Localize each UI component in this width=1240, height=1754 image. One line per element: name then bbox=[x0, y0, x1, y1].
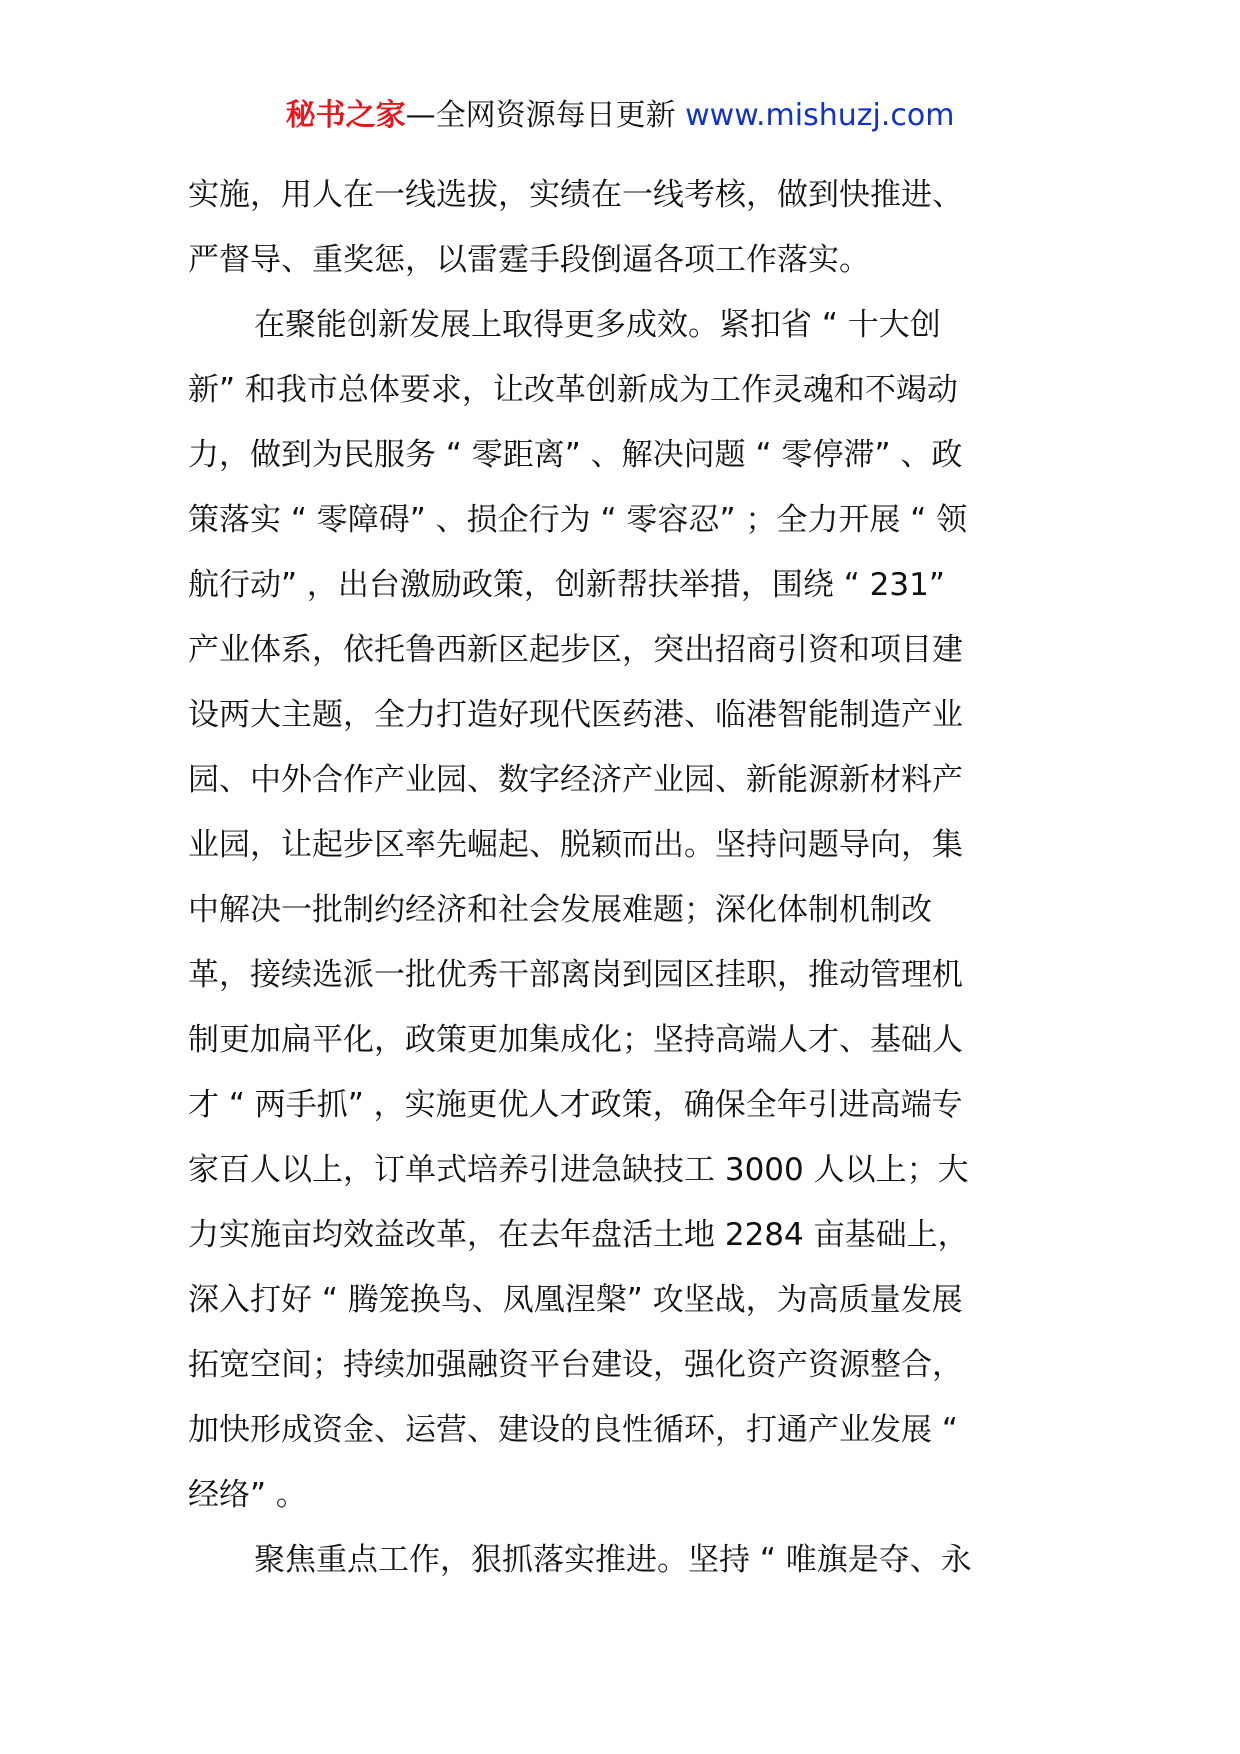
text-line: 加快形成资金、运营、建设的良性循环，打通产业发展 “ bbox=[188, 1412, 958, 1448]
document-body bbox=[188, 163, 1058, 1593]
text-line: 力实施亩均效益改革，在去年盘活土地 2284 亩基础上， bbox=[188, 1217, 969, 1253]
site-url-link[interactable]: www.mishuzj.com bbox=[685, 98, 955, 133]
text-line: 业园，让起步区率先崛起、脱颖而出。坚持问题导向，集 bbox=[188, 827, 963, 863]
text-line: 力，做到为民服务 “ 零距离” 、解决问题 “ 零停滞” 、政 bbox=[188, 437, 963, 473]
text-line: 家百人以上，订单式培养引进急缺技工 3000 人以上；大 bbox=[188, 1152, 969, 1188]
text-line: 严督导、重奖惩，以雷霆手段倒逼各项工作落实。 bbox=[188, 242, 870, 278]
text-line: 制更加扁平化，政策更加集成化；坚持高端人才、基础人 bbox=[188, 1022, 963, 1058]
paragraph-start-line: 聚焦重点工作，狠抓落实推进。坚持 “ 唯旗是夺、永 bbox=[254, 1542, 972, 1578]
header-tagline: —全网资源每日更新 bbox=[405, 98, 676, 133]
text-line: 革，接续选派一批优秀干部离岗到园区挂职，推动管理机 bbox=[188, 957, 963, 993]
text-line: 产业体系，依托鲁西新区起步区，突出招商引资和项目建 bbox=[188, 632, 963, 668]
text-line: 拓宽空间；持续加强融资平台建设，强化资产资源整合， bbox=[188, 1347, 963, 1383]
text-line: 中解决一批制约经济和社会发展难题；深化体制机制改 bbox=[188, 892, 932, 928]
text-line: 实施，用人在一线选拔，实绩在一线考核，做到快推进、 bbox=[188, 177, 963, 213]
text-line: 设两大主题，全力打造好现代医药港、临港智能制造产业 bbox=[188, 697, 963, 733]
text-line: 深入打好 “ 腾笼换鸟、凤凰涅槃” 攻坚战，为高质量发展 bbox=[188, 1282, 963, 1318]
text-line: 经络” 。 bbox=[188, 1477, 307, 1513]
brand-name: 秘书之家 bbox=[285, 98, 406, 133]
text-line: 新” 和我市总体要求，让改革创新成为工作灵魂和不竭动 bbox=[188, 372, 958, 408]
page-header bbox=[0, 96, 1240, 136]
text-line: 园、中外合作产业园、数字经济产业园、新能源新材料产 bbox=[188, 762, 963, 798]
text-line: 航行动” ，出台激励政策，创新帮扶举措，围绕 “ 231” bbox=[188, 567, 945, 603]
paragraph-start-line: 在聚能创新发展上取得更多成效。紧扣省 “ 十大创 bbox=[254, 307, 941, 343]
text-line: 策落实 “ 零障碍” 、损企行为 “ 零容忍” ；全力开展 “ 领 bbox=[188, 502, 968, 538]
text-line: 才 “ 两手抓” ，实施更优人才政策，确保全年引进高端专 bbox=[188, 1087, 963, 1123]
